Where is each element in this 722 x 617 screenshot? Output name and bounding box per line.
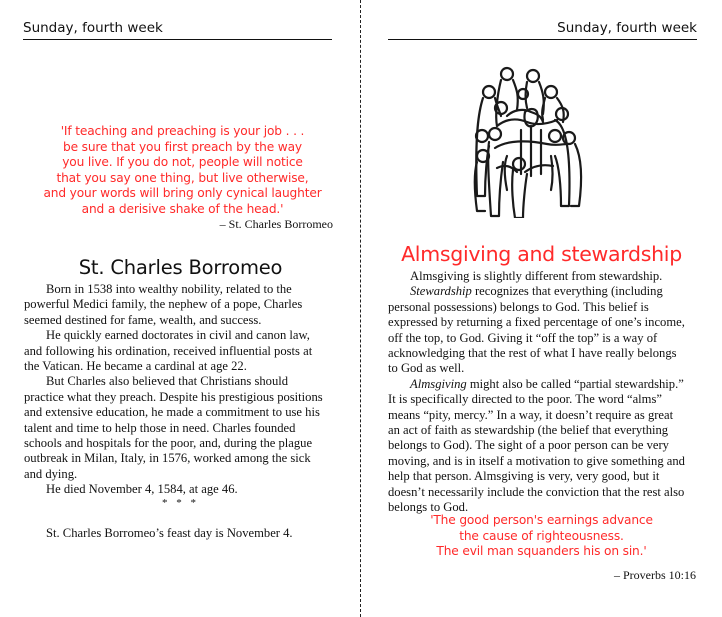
opening-quote	[10, 124, 355, 218]
running-head-left: Sunday, fourth week	[23, 20, 332, 40]
quote-line: and your words will bring only cynical laughter	[43, 186, 322, 201]
quote-line: 'If teaching and preaching is your job . . .	[60, 124, 305, 138]
article-body	[24, 282, 326, 498]
quote-line: The evil man squanders his on sin.'	[436, 544, 647, 559]
paragraph: He died November 4, 1584, at age 46.	[46, 482, 238, 497]
paragraph-text: Almsgiving is slightly different from stewardship.	[410, 269, 663, 283]
right-page	[361, 0, 722, 617]
paragraph	[388, 284, 688, 376]
section-separator: * * *	[162, 497, 199, 509]
paragraph-text: might also be called “partial stewardship.” It is specifically directed to the poor. The word “alms” means “pity, mercy.” In a way, it doesn’t require as great an act of faith as stewardship (the belief that everything belongs to God). The sight of a poor person can be very moving, and is in itself a motivation to give something and help that person. Almsgiving is very, very good, but it doesn’t necessarily include the conviction that the rest also belongs to God.	[388, 376, 685, 515]
paragraph: But Charles also believed that Christians should practice what they preach. Despite his prestigious positions and extensive education, he made a commitment to use his talent and time to help those in need. Charles founded schools and hospitals for the poor, and, during the plague outbreak in Milan, Italy, in 1576, worked among the sick and dying.	[24, 374, 323, 481]
paragraph-lead: Stewardship	[410, 284, 472, 299]
paragraph	[388, 269, 688, 284]
quote-line: the cause of righteousness.	[459, 528, 624, 543]
people-circle-sketch-icon	[467, 56, 597, 218]
feast-day-note: St. Charles Borromeo’s feast day is November 4.	[46, 526, 293, 540]
quote-attribution: – Proverbs 10:16	[614, 568, 696, 582]
paragraph: Born in 1538 into wealthy nobility, related to the powerful Medici family, the nephew of a pope, Charles seemed destined for fame, wealth, and success.	[24, 282, 303, 327]
running-head-right: Sunday, fourth week	[388, 20, 697, 40]
quote-attribution: – St. Charles Borromeo	[219, 217, 333, 231]
paragraph	[388, 377, 688, 516]
paragraph: He quickly earned doctorates in civil and canon law, and following his ordination, received influential posts at the Vatican. He became a cardinal at age 22.	[24, 328, 313, 374]
quote-line: and a derisive shake of the head.'	[81, 201, 284, 216]
quote-line: you live. If you do not, people will notice	[62, 155, 303, 170]
article-body	[388, 269, 688, 516]
quote-line: that you say one thing, but live otherwise,	[56, 170, 309, 185]
closing-quote	[361, 513, 722, 560]
paragraph-text: recognizes that everything (including personal possessions) belongs to God. This belief is expressed by returning a fixed percentage of one’s income, off the top, to God. Giving it “off the top” is a way of acknowledging that the rest of what I have really belongs to God as well.	[388, 284, 685, 376]
article-title: Almsgiving and stewardship	[401, 242, 682, 266]
quote-line: 'The good person's earnings advance	[430, 513, 653, 527]
paragraph-lead: Almsgiving	[410, 376, 467, 391]
quote-line: be sure that you first preach by the way	[63, 139, 302, 154]
article-title: St. Charles Borromeo	[78, 256, 283, 279]
